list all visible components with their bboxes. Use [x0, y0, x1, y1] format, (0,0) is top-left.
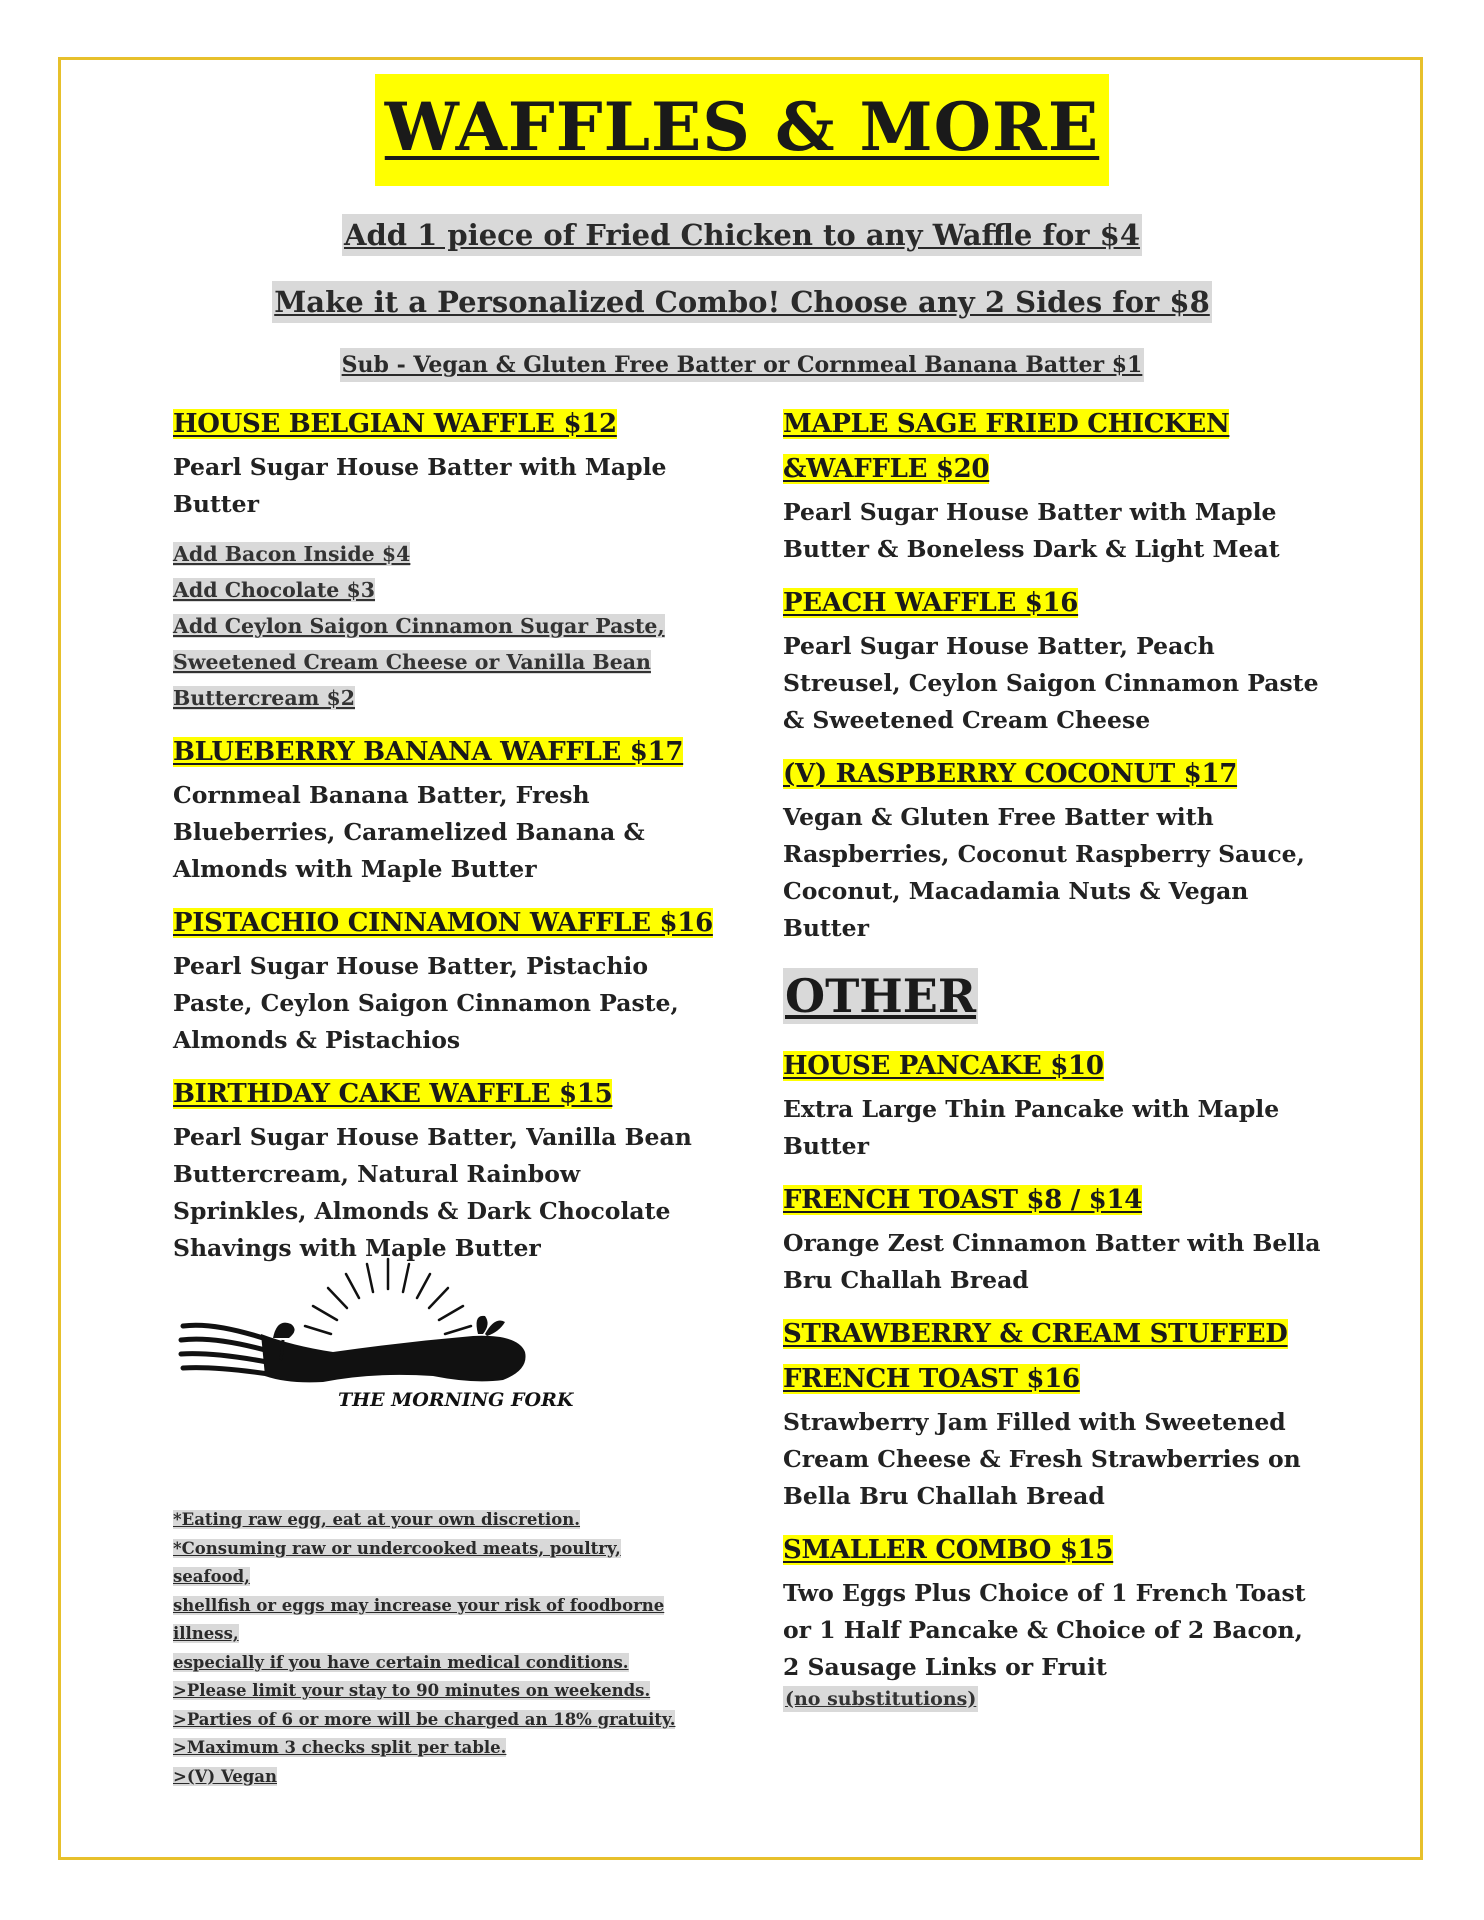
item-title: HOUSE BELGIAN WAFFLE $12: [173, 409, 617, 439]
item-description: Pearl Sugar House Batter with Maple Butter & Boneless Dark & Light Meat: [783, 498, 1280, 563]
item-description: Two Eggs Plus Choice of 1 French Toast or 1 Half Pancake & Choice of 2 Bacon, 2 Sausage Links or Fruit: [783, 1579, 1306, 1681]
item-title: (V) RASPBERRY COCONUT $17: [783, 759, 1238, 789]
right-column: [783, 404, 1323, 1727]
promo-batter-sub: Sub - Vegan & Gluten Free Batter or Cornmeal Banana Batter $1: [0, 348, 1484, 382]
item-title: MAPLE SAGE FRIED CHICKEN: [783, 409, 1230, 439]
item-description: Extra Large Thin Pancake with Maple Butter: [783, 1095, 1280, 1160]
disclaimer-line: >(V) Vegan: [173, 1766, 277, 1786]
menu-item-blueberry-banana: [173, 732, 713, 888]
item-title: STRAWBERRY & CREAM STUFFED: [783, 1319, 1288, 1349]
menu-item-house-pancake: [783, 1046, 1323, 1165]
addon-item: Add Ceylon Saigon Cinnamon Sugar Paste,: [173, 614, 665, 638]
menu-item-raspberry-coconut: [783, 754, 1323, 947]
no-substitutions-note: (no substitutions): [785, 1688, 977, 1710]
item-title: FRENCH TOAST $16: [783, 1364, 1080, 1394]
item-description: Pearl Sugar House Batter, Vanilla Bean Buttercream, Natural Rainbow Sprinkles, Almonds & Dark Chocolate Shavings with Maple Butter: [173, 1123, 692, 1262]
promo-combo: Make it a Personalized Combo! Choose any 2 Sides for $8: [0, 281, 1484, 323]
disclaimer-line: *Consuming raw or undercooked meats, poultry, seafood,: [173, 1538, 621, 1586]
menu-item-house-belgian: [173, 404, 713, 717]
item-description: Vegan & Gluten Free Batter with Raspberries, Coconut Raspberry Sauce, Coconut, Macadamia Nuts & Vegan Butter: [783, 803, 1305, 942]
addon-item: Add Chocolate $3: [173, 578, 376, 602]
item-description: Pearl Sugar House Batter, Peach Streusel, Ceylon Saigon Cinnamon Paste & Sweetened Cream Cheese: [783, 632, 1319, 734]
item-title: SMALLER COMBO $15: [783, 1535, 1114, 1565]
item-title: FRENCH TOAST $8 / $14: [783, 1185, 1143, 1215]
menu-item-smaller-combo: [783, 1530, 1323, 1712]
section-heading-other: OTHER: [785, 969, 977, 1023]
menu-item-peach: [783, 583, 1323, 739]
page-title: WAFFLES & MORE: [375, 74, 1109, 186]
item-description: Orange Zest Cinnamon Batter with Bella Bru Challah Bread: [783, 1229, 1321, 1294]
logo-text: THE MORNING FORK: [338, 1389, 574, 1411]
menu-item-strawberry-stuffed: [783, 1314, 1323, 1515]
addon-item: Buttercream $2: [173, 686, 355, 710]
left-column: [173, 404, 713, 1282]
disclaimer-line: *Eating raw egg, eat at your own discretion.: [173, 1510, 581, 1529]
item-title: &WAFFLE $20: [783, 454, 990, 484]
item-description: Strawberry Jam Filled with Sweetened Cream Cheese & Fresh Strawberries on Bella Bru Challah Bread: [783, 1408, 1301, 1510]
disclaimer-line: >Maximum 3 checks split per table.: [173, 1738, 507, 1757]
disclaimer-line: >Please limit your stay to 90 minutes on weekends.: [173, 1681, 651, 1700]
item-title: PEACH WAFFLE $16: [783, 588, 1079, 618]
item-description: Pearl Sugar House Batter, Pistachio Paste, Ceylon Saigon Cinnamon Paste, Almonds & Pistachios: [173, 952, 679, 1054]
disclaimer-line: especially if you have certain medical conditions.: [173, 1652, 629, 1672]
item-title: BIRTHDAY CAKE WAFFLE $15: [173, 1079, 613, 1109]
disclaimer-line: >Parties of 6 or more will be charged an 18% gratuity.: [173, 1709, 676, 1729]
fork-sunrise-logo-icon: [173, 1234, 603, 1474]
addon-list: [173, 537, 713, 717]
disclaimer-list: [173, 1506, 693, 1791]
addon-item: Add Bacon Inside $4: [173, 542, 411, 566]
addon-item: Sweetened Cream Cheese or Vanilla Bean: [173, 650, 651, 674]
title-wrap: [0, 74, 1484, 186]
item-description: Pearl Sugar House Batter with Maple Butter: [173, 453, 667, 518]
item-title: PISTACHIO CINNAMON WAFFLE $16: [173, 908, 713, 938]
item-title: HOUSE PANCAKE $10: [783, 1051, 1104, 1081]
promo-fried-chicken: Add 1 piece of Fried Chicken to any Waffle for $4: [0, 214, 1484, 256]
menu-item-pistachio: [173, 903, 713, 1059]
menu-item-maple-sage: [783, 404, 1323, 568]
menu-item-french-toast: [783, 1180, 1323, 1299]
item-title: BLUEBERRY BANANA WAFFLE $17: [173, 737, 684, 767]
morning-fork-logo: [173, 1234, 603, 1474]
disclaimer-line: shellfish or eggs may increase your risk of foodborne illness,: [173, 1595, 665, 1643]
item-description: Cornmeal Banana Batter, Fresh Blueberries, Caramelized Banana & Almonds with Maple Butter: [173, 781, 645, 883]
